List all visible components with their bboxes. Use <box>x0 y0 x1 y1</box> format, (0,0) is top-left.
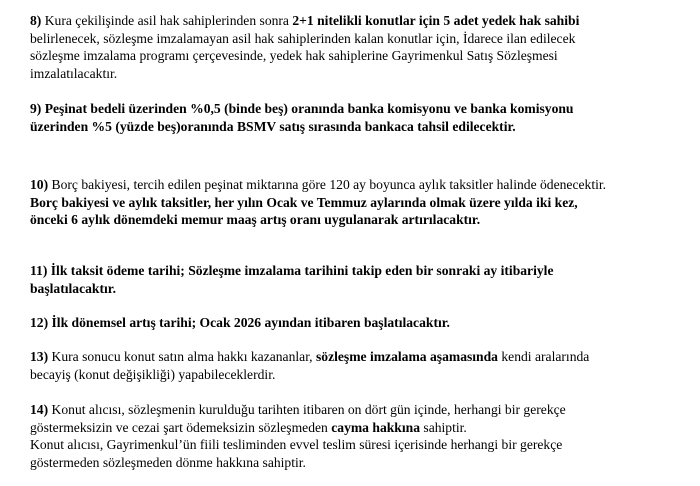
text-line <box>30 419 690 437</box>
bold-text-run: 10) <box>30 177 52 192</box>
text-line <box>30 194 690 212</box>
text-line <box>30 211 690 229</box>
text-line <box>30 314 690 332</box>
text-line <box>30 30 690 48</box>
item-10 <box>30 176 690 229</box>
text-run: Konut alıcısı, sözleşmenin kurulduğu tarihten itibaren on dört gün içinde, herhangi bir gerekçe <box>51 402 566 417</box>
text-line <box>30 401 690 419</box>
text-run: Konut alıcısı, Gayrimenkul’ün fiili tesliminden evvel teslim süresi içerisinde herhangi bir gerekçe <box>30 437 563 452</box>
bold-text-run: Borç bakiyesi ve aylık taksitler, her yılın Ocak ve Temmuz aylarında olmak üzere yılda iki kez, <box>30 194 578 210</box>
text-run: becayiş (konut değişikliği) yapabileceklerdir. <box>30 366 276 382</box>
item-9 <box>30 100 690 135</box>
bold-text-run: 2+1 nitelikli konutlar için 5 adet yedek hak sahibi <box>292 13 580 28</box>
bold-text-run: üzerinden %5 (yüzde beş)oranında BSMV satış sırasında bankaca tahsil edilecektir. <box>30 118 516 134</box>
text-run: kendi aralarında <box>497 349 590 364</box>
text-line <box>30 47 690 65</box>
text-line <box>30 100 690 118</box>
text-run: göstermeden sözleşmeden dönme hakkına sahiptir. <box>30 454 306 470</box>
bold-text-run: 11) İlk taksit ödeme tarihi; Sözleşme imzalama tarihini takip eden bir sonraki ay itibariyle <box>30 263 554 278</box>
bold-text-run: 14) <box>30 402 52 417</box>
bold-text-run: 12) İlk dönemsel artış tarihi; Ocak 2026 ayından itibaren başlatılacaktır. <box>30 315 450 330</box>
bold-text-run: 9) Peşinat bedeli üzerinden %0,5 (binde beş) oranında banka komisyonu ve banka komisyonu <box>30 101 574 116</box>
text-line <box>30 348 690 366</box>
item-14 <box>30 401 690 471</box>
text-line <box>30 12 690 30</box>
text-run: imzalatılacaktır. <box>30 65 118 81</box>
text-line <box>30 262 690 280</box>
text-run: sözleşme imzalama programı çerçevesinde, yedek hak sahiplerine Gayrimenkul Satış Sözleşmesi <box>30 48 558 63</box>
text-run: belirlenecek, sözleşme imzalamayan asil hak sahiplerinden kalan konutlar için, İdarece ilan edilecek <box>30 30 576 46</box>
text-run: Borç bakiyesi, tercih edilen peşinat miktarına göre 120 ay boyunca aylık taksitler halinde ödenecektir. <box>51 177 607 192</box>
text-run: Kura çekilişinde asil hak sahiplerinden sonra <box>44 13 293 28</box>
item-8 <box>30 12 690 82</box>
bold-text-run: 8) <box>30 13 45 28</box>
text-run: göstermeksizin ve cezai şart ödemeksizin sözleşmeden <box>30 419 332 435</box>
text-run: sahiptir. <box>420 419 467 435</box>
item-12 <box>30 314 690 332</box>
item-13 <box>30 348 690 383</box>
bold-text-run: sözleşme imzalama aşamasında <box>315 349 498 364</box>
text-line <box>30 65 690 83</box>
text-line <box>30 366 690 384</box>
text-line <box>30 454 690 472</box>
bold-text-run: başlatılacaktır. <box>30 280 116 296</box>
text-line <box>30 280 690 298</box>
text-line <box>30 176 690 194</box>
bold-text-run: cayma hakkına <box>331 419 420 435</box>
text-run: Kura sonucu konut satın alma hakkı kazananlar, <box>51 349 316 364</box>
text-line <box>30 118 690 136</box>
item-11 <box>30 262 690 297</box>
bold-text-run: önceki 6 aylık dönemdeki memur maaş artış oranı uygulanarak artırılacaktır. <box>30 212 481 227</box>
bold-text-run: 13) <box>30 349 52 364</box>
text-line <box>30 436 690 454</box>
